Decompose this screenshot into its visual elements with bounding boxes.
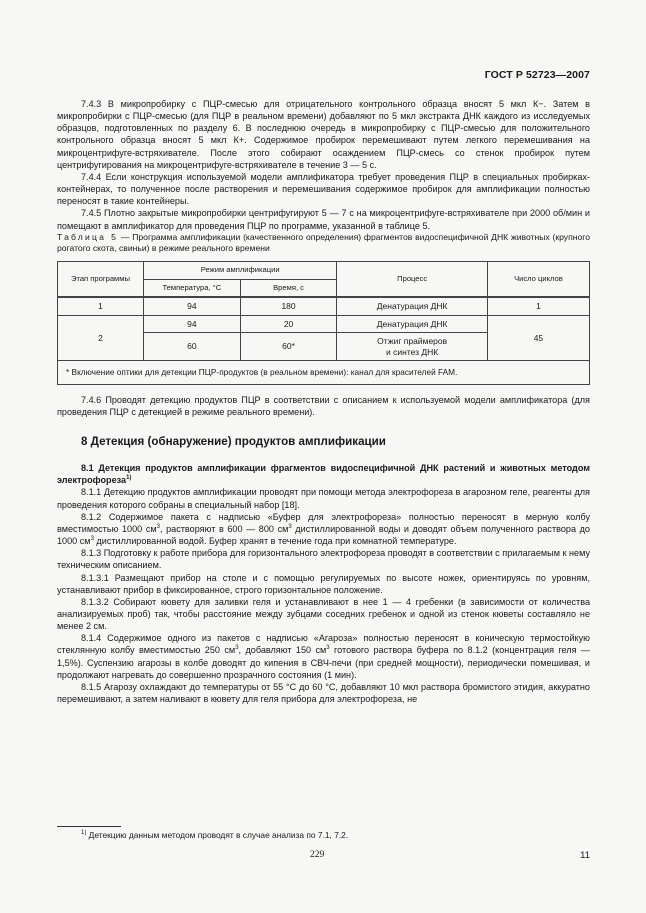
paragraph-7-4-4: 7.4.4 Если конструкция используемой модели амплификатора требует проведения ПЦР в специальных пробирках-контейнерах, то полученное после растворения и перемешивания содержимое пробирок для амплификации полностью переносят в такие контейнеры. (57, 171, 590, 207)
footnote-mark: 1) (81, 830, 87, 837)
subsection-8-1-heading (57, 462, 590, 486)
paragraph-7-4-6: 7.4.6 Проводят детекцию продуктов ПЦР в соответствии с описанием к используемой модели амплификатора (для проведения ПЦР с детекцией в режиме реального времени). (57, 394, 590, 417)
table-row (58, 315, 590, 333)
table-note-row (58, 361, 590, 385)
footnote (81, 830, 348, 840)
cell-time: 180 (240, 297, 337, 315)
paragraph-8-1-1: 8.1.1 Детекцию продуктов амплификации проводят при помощи метода электрофореза в агарозном геле, реагенты для проведения которого собраны в специальный набор [18]. (57, 487, 590, 510)
cell-process-line1: Отжиг праймеров (377, 336, 448, 347)
paragraph-8-1-3: 8.1.3 Подготовку к работе прибора для горизонтального электрофореза проводят в соответствии с прилагаемым к нему техническим описанием. (57, 548, 590, 571)
page-number: 11 (580, 850, 590, 861)
header-time: Время, с (240, 279, 337, 297)
paragraph-8-1-3-1: 8.1.3.1 Размещают прибор на столе и с помощью регулируемых по высоте ножек, ориентируясь по уровням, устанавливают прибор в фиксированное, строго горизонтальное положение. (57, 572, 590, 595)
paragraph-8-1-3-2: 8.1.3.2 Собирают кювету для заливки геля и устанавливают в нее 1 — 4 гребенки (в зависимости от количества анализируемых проб) так, чтобы расстояние между зубцами соседних гребенок и одной из стенок кюветы составляло не менее 2 см. (57, 596, 590, 632)
p814-part-a: 8.1.4 Содержимое одного из пакетов с надписью «Агароза» полностью переносят в коническую термостойкую стеклянную колбу вместимостью 250 см (57, 633, 590, 656)
cell-temperature: 94 (143, 297, 240, 315)
p812-part-c: дистиллированной воды и доводят объем полученного раствора до 1000 см (57, 523, 590, 547)
superscript: 3 (90, 536, 94, 542)
cell-time: 20 (240, 315, 337, 333)
amplification-table (57, 261, 590, 385)
p814-part-b: , добавляют 150 см (238, 645, 327, 656)
cell-process: Денатурация ДНК (337, 315, 487, 333)
header-stage: Этап программы (58, 262, 144, 298)
p812-part-a: 8.1.2 Содержимое пакета с надписью «Буфер для электрофореза» полностью переносят в мерную колбу вместимостью 1000 см (57, 511, 590, 534)
paragraph-8-1-5: 8.1.5 Агарозу охлаждают до температуры от 55 °С до 60 °С, добавляют 10 мкл раствора бромистого этидия, аккуратно перемешивают, а затем наливают в кювету для геля прибора для электрофореза, не (57, 681, 590, 705)
table-header-row (58, 262, 590, 280)
paragraph-7-4-3: 7.4.3 В микропробирку с ПЦР-смесью для отрицательного контрольного образца вносят 5 мкл К−. Затем в микропробирки с ПЦР-смесью (для ПЦР в реальном времени) добавляют по 5 мкл экстракта ДНК каждого из исследуемых образцов, подготовленных по разделу 6. В последнюю очередь в микропробирку с ПЦР-смесью для положительного контрольного образца вносят 5 мкл К+. Содержимое пробирок перемешивают путем легкого перемешивания на микроцентрифуге-встряхивателе. После этого собирают осаждением ПЦР-смесь со стенок пробирок путем центрифугирования на микроцентрифуге-встряхивателе в течение 3 — 5 с. (57, 99, 590, 170)
superscript: 3 (156, 523, 160, 530)
subsection-8-1-text: 8.1 Детекция продуктов амплификации фрагментов видоспецифичной ДНК растений и животных методом электрофореза (57, 463, 590, 486)
header-mode: Режим амплификации (143, 262, 336, 280)
superscript: 3 (235, 645, 239, 652)
cell-stage: 2 (58, 315, 144, 361)
table-note: * Включение оптики для детекции ПЦР-продуктов (в реальном времени): канал для красителей FAM. (58, 361, 590, 385)
superscript: 3 (288, 523, 292, 530)
table-caption (57, 232, 590, 254)
header-process: Процесс (337, 262, 487, 298)
document-body (57, 98, 590, 705)
cell-process-line2: и синтез ДНК (386, 346, 439, 357)
cell-cycles: 1 (487, 297, 589, 315)
footnote-marker: 1) (126, 475, 132, 482)
header-cycles: Число циклов (487, 262, 589, 298)
page-number-center: 229 (310, 850, 325, 860)
table-caption-prefix: Таблица 5 (57, 231, 119, 242)
document-header: ГОСТ Р 52723—2007 (484, 69, 590, 81)
cell-time: 60* (240, 333, 337, 361)
cell-process: Денатурация ДНК (337, 297, 487, 315)
p812-part-b: , растворяют в 600 — 800 см (159, 523, 289, 534)
cell-temperature: 94 (143, 315, 240, 333)
header-temperature: Температура, °С (143, 279, 240, 297)
p814-part-c: готового раствора буфера по 8.1.2 (концентрация геля — 1,5%). Суспензию агарозы в колбе доводят до кипения в СВЧ-печи (при средней мощности), периодически помешивая, и продолжают нагревать до совершенно прозрачного состояния (1 мин). (57, 645, 591, 680)
superscript: 3 (326, 645, 330, 652)
cell-stage: 1 (58, 297, 144, 315)
paragraph-8-1-2 (57, 511, 590, 547)
section-8-heading: 8 Детекция (обнаружение) продуктов амплификации (81, 434, 386, 448)
footnote-separator (57, 826, 121, 827)
table-caption-text: — Программа амплификации (качественного определения) фрагментов видоспецифичной ДНК животных (крупного рогатого скота, свиньи) в режиме реального времени (57, 231, 590, 253)
table-row (58, 297, 590, 315)
cell-cycles: 45 (487, 315, 589, 361)
paragraph-8-1-4 (57, 632, 590, 681)
paragraph-7-4-5: 7.4.5 Плотно закрытые микропробирки центрифугируют 5 — 7 с на микроцентрифуге-встряхивателе при 2000 об/мин и помещают в амплификатор для проведения ПЦР по программе, указанной в таблице 5. (57, 208, 590, 231)
cell-temperature: 60 (143, 333, 240, 361)
p812-part-d: дистиллированной водой. Буфер хранят в течение года при комнатной температуре. (93, 536, 457, 547)
footnote-text: Детекцию данным методом проводят в случае анализа по 7.1, 7.2. (86, 830, 349, 840)
cell-process (337, 333, 487, 361)
